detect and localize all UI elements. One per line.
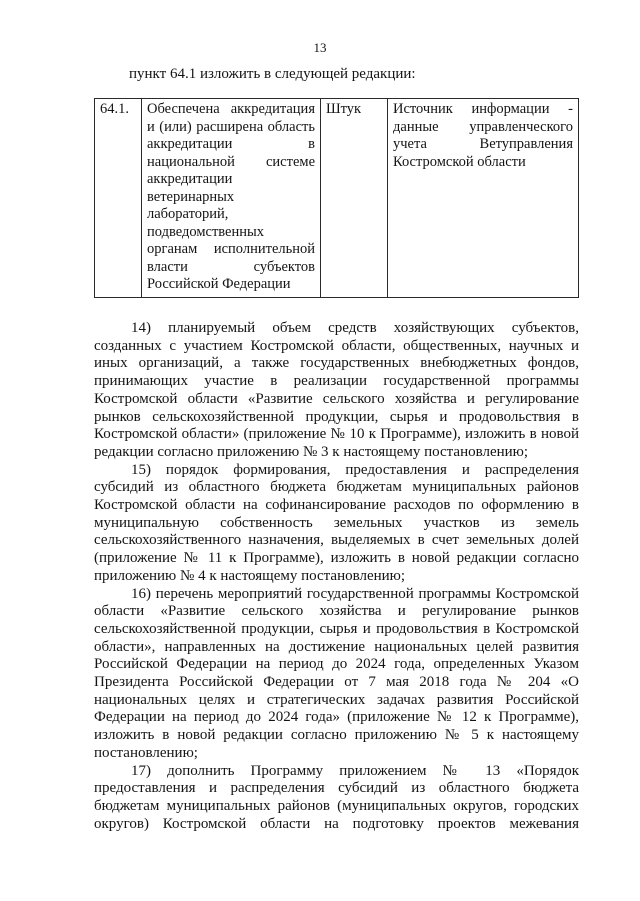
paragraph-14: 14) планируемый объем средств хозяйствующих субъектов, созданных с участием Костромской области, общественных, научных и иных организаций, а также государственных внебюджетных фондов, принимающих участие в реализации государственной программы Костромской области «Развитие сельского хозяйства и регулирование рынков сельскохозяйственной продукции, сырья и продовольствия в Костромской области» (приложение № 10 к Программе), изложить в новой редакции согласно приложению № 3 к настоящему постановлению; (94, 320, 579, 460)
table-row (95, 99, 579, 298)
paragraph-17: 17) дополнить Программу приложением № 13 «Порядок предоставления и распределения субсидий из областного бюджета бюджетам муниципальных районов (муниципальных округов, городских округов) Костромской области на подготовку проектов межевания (94, 762, 579, 832)
unit-of-measure: Штук (321, 99, 388, 298)
intro-line: пункт 64.1 изложить в следующей редакции: (129, 66, 416, 82)
amendment-table (94, 98, 579, 298)
indicator-name: Обеспечена аккредитация и (или) расширена область аккредитации в национальной системе аккредитации ветеринарных лабораторий, подведомственных органам исполнительной власти субъектов Российской Федерации (142, 99, 321, 298)
paragraph-15: 15) порядок формирования, предоставления и распределения субсидий из областного бюджета бюджетам муниципальных районов Костромской области на софинансирование расходов по оформлению в муниципальную собственность земельных участков из земель сельскохозяйственного назначения, выделяемых в счет земельных долей (приложение № 11 к Программе), изложить в новой редакции согласно приложению № 4 к настоящему постановлению; (94, 461, 579, 584)
document-body (94, 320, 579, 833)
paragraph-16: 16) перечень мероприятий государственной программы Костромской области «Развитие сельского хозяйства и регулирование рынков сельскохозяйственной продукции, сырья и продовольствия в Костромской области», направленных на достижение национальных целей развития Российской Федерации на период до 2024 года, определенных Указом Президента Российской Федерации от 7 мая 2018 года № 204 «О национальных целях и стратегических задачах развития Российской Федерации на период до 2024 года» (приложение № 12 к Программе), изложить в новой редакции согласно приложению № 5 к настоящему постановлению; (94, 585, 579, 761)
row-number: 64.1. (95, 99, 142, 298)
page-number: 13 (313, 40, 327, 55)
information-source: Источник информации - данные управленческого учета Ветуправления Костромской области (388, 99, 579, 298)
